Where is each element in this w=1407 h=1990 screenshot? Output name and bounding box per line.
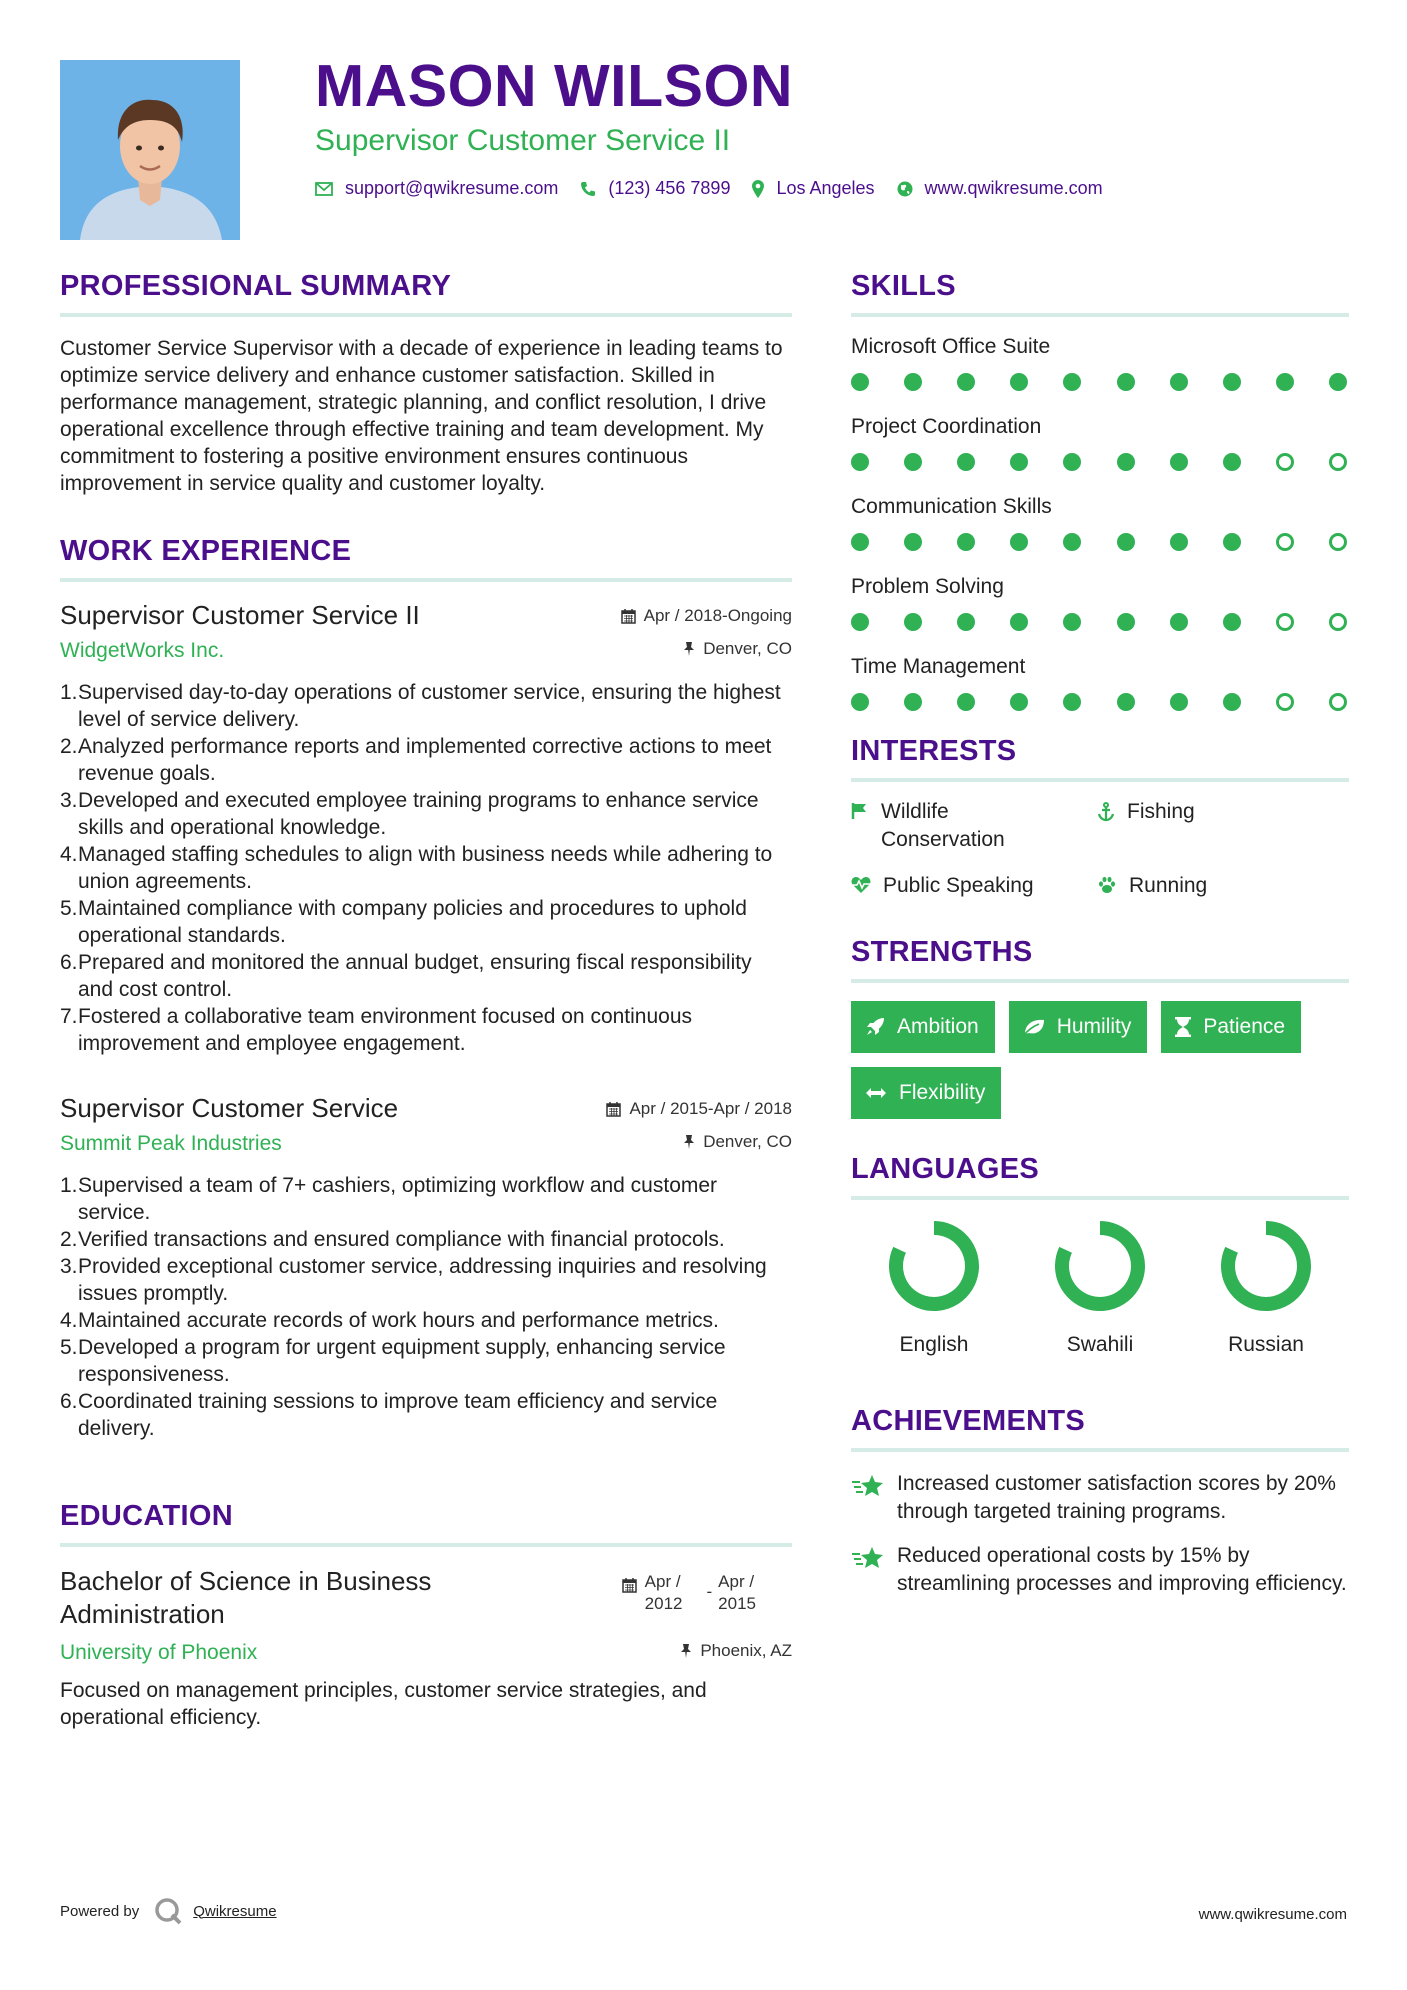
skill-dot-filled bbox=[1117, 533, 1135, 551]
calendar-icon bbox=[606, 1101, 621, 1117]
skill-dot-filled bbox=[1117, 693, 1135, 711]
skill-dot-empty bbox=[1276, 613, 1294, 631]
skill-item: Microsoft Office Suite bbox=[851, 335, 1349, 391]
skill-dot-empty bbox=[1276, 533, 1294, 551]
contact-location bbox=[752, 178, 874, 199]
skill-item: Communication Skills bbox=[851, 495, 1349, 551]
interest-item: Running bbox=[1097, 872, 1343, 900]
skill-dot-filled bbox=[851, 613, 869, 631]
skill-dot-filled bbox=[851, 373, 869, 391]
skill-dot-filled bbox=[957, 453, 975, 471]
interest-item: Wildlife Conservation bbox=[851, 798, 1097, 854]
skill-dot-filled bbox=[904, 533, 922, 551]
arrows-h-icon bbox=[865, 1086, 887, 1100]
skill-dot-filled bbox=[1223, 453, 1241, 471]
job-title: Supervisor Customer Service II bbox=[60, 600, 420, 630]
skill-item: Problem Solving bbox=[851, 575, 1349, 631]
strengths-heading: STRENGTHS bbox=[851, 936, 1349, 983]
school-name: University of Phoenix bbox=[60, 1641, 258, 1664]
list-item: 3. Provided exceptional customer service, addressing inquiries and resolving issues promptly. bbox=[60, 1255, 767, 1305]
skill-dot-filled bbox=[1063, 613, 1081, 631]
skill-dot-filled bbox=[1117, 613, 1135, 631]
skill-dot-filled bbox=[1223, 373, 1241, 391]
list-item: 4. Maintained accurate records of work hours and performance metrics. bbox=[60, 1309, 719, 1332]
strength-tag: Patience bbox=[1161, 1001, 1301, 1053]
pushpin-icon bbox=[680, 1643, 692, 1659]
language-ring bbox=[886, 1218, 982, 1314]
email-text: support@qwikresume.com bbox=[345, 178, 559, 198]
language-ring-arc bbox=[1218, 1218, 1314, 1314]
pushpin-icon bbox=[683, 641, 695, 657]
rocket-icon bbox=[865, 1017, 885, 1037]
skill-dot-filled bbox=[1276, 373, 1294, 391]
skill-dot-filled bbox=[1063, 693, 1081, 711]
skill-dot-filled bbox=[851, 453, 869, 471]
skill-dot-empty bbox=[1329, 533, 1347, 551]
job-location: Denver, CO bbox=[683, 1132, 792, 1152]
skill-dot-filled bbox=[1010, 613, 1028, 631]
map-marker-icon bbox=[752, 180, 764, 198]
right-column bbox=[851, 270, 1349, 1614]
brand-link[interactable]: Qwikresume bbox=[193, 1902, 277, 1920]
skill-dot-filled bbox=[1223, 533, 1241, 551]
languages-heading: LANGUAGES bbox=[851, 1153, 1349, 1200]
language-ring-arc bbox=[1052, 1218, 1148, 1314]
skill-dot-filled bbox=[957, 693, 975, 711]
list-item: 6. Coordinated training sessions to improve team efficiency and service delivery. bbox=[60, 1390, 718, 1440]
skill-dot-filled bbox=[1010, 373, 1028, 391]
education-heading: EDUCATION bbox=[60, 1500, 792, 1547]
hourglass-icon bbox=[1175, 1017, 1191, 1037]
language-item: Russian bbox=[1183, 1218, 1349, 1357]
contact-email[interactable] bbox=[315, 178, 558, 199]
shooting-star-icon bbox=[851, 1546, 885, 1570]
duty-list bbox=[60, 679, 792, 1057]
achievements-heading: ACHIEVEMENTS bbox=[851, 1405, 1349, 1452]
skill-dot-empty bbox=[1276, 453, 1294, 471]
education-entry bbox=[60, 1565, 792, 1631]
list-item: 5. Maintained compliance with company policies and procedures to uphold operational standards. bbox=[60, 897, 747, 947]
phone-icon bbox=[580, 181, 596, 197]
skill-dot-filled bbox=[851, 693, 869, 711]
degree-title: Bachelor of Science in Business Administration bbox=[60, 1566, 432, 1629]
heartbeat-icon bbox=[851, 876, 871, 894]
list-item: 5. Developed a program for urgent equipment supply, enhancing service responsiveness. bbox=[60, 1336, 726, 1386]
skill-dot-filled bbox=[904, 613, 922, 631]
skill-dot-empty bbox=[1276, 693, 1294, 711]
skill-dot-filled bbox=[904, 693, 922, 711]
languages-list bbox=[851, 1218, 1349, 1357]
language-ring-arc bbox=[886, 1218, 982, 1314]
candidate-name: MASON WILSON bbox=[315, 53, 793, 119]
footer-url[interactable]: www.qwikresume.com bbox=[1198, 1906, 1347, 1923]
pushpin-icon bbox=[683, 1134, 695, 1150]
list-item: 2. Verified transactions and ensured compliance with financial protocols. bbox=[60, 1228, 725, 1251]
skill-dot-empty bbox=[1329, 453, 1347, 471]
skills-list bbox=[851, 335, 1349, 711]
skill-dot-filled bbox=[851, 533, 869, 551]
profile-photo bbox=[60, 60, 240, 240]
skill-dot-filled bbox=[1010, 453, 1028, 471]
education-description: Focused on management principles, customer service strategies, and operational efficiency. bbox=[60, 1679, 707, 1729]
skill-dot-empty bbox=[1329, 613, 1347, 631]
anchor-icon bbox=[1097, 802, 1115, 822]
calendar-icon bbox=[621, 608, 636, 624]
job-date: Apr / 2018-Ongoing bbox=[621, 606, 792, 626]
leaf-icon bbox=[1023, 1018, 1045, 1036]
shooting-star-icon bbox=[851, 1474, 885, 1498]
left-column bbox=[60, 270, 792, 1731]
list-item: 1. Supervised day-to-day operations of customer service, ensuring the highest level of service delivery. bbox=[60, 681, 781, 731]
flag-icon bbox=[851, 802, 869, 820]
contact-website[interactable] bbox=[897, 178, 1103, 199]
strength-tag: Ambition bbox=[851, 1001, 995, 1053]
achievement-item: Increased customer satisfaction scores by 20% through targeted training programs. bbox=[851, 1470, 1349, 1526]
list-item: 2. Analyzed performance reports and implemented corrective actions to meet revenue goals. bbox=[60, 735, 772, 785]
skill-item: Time Management bbox=[851, 655, 1349, 711]
skill-dot-filled bbox=[1223, 613, 1241, 631]
duty-list bbox=[60, 1172, 792, 1442]
skill-dot-filled bbox=[1010, 693, 1028, 711]
skill-dot-filled bbox=[957, 373, 975, 391]
job-date: Apr / 2015-Apr / 2018 bbox=[606, 1099, 792, 1119]
experience-heading: WORK EXPERIENCE bbox=[60, 535, 792, 582]
job-location: Denver, CO bbox=[683, 639, 792, 659]
skill-dot-filled bbox=[1223, 693, 1241, 711]
globe-icon bbox=[897, 181, 913, 197]
skill-dot-filled bbox=[904, 453, 922, 471]
skill-dot-filled bbox=[1170, 533, 1188, 551]
achievement-item: Reduced operational costs by 15% by streamlining processes and improving efficiency. bbox=[851, 1542, 1349, 1598]
skill-dot-filled bbox=[1170, 693, 1188, 711]
contact-bar bbox=[315, 178, 1125, 199]
skill-dot-filled bbox=[1170, 453, 1188, 471]
location-text: Los Angeles bbox=[776, 178, 875, 198]
calendar-icon bbox=[622, 1577, 637, 1593]
skill-dot-filled bbox=[904, 373, 922, 391]
skill-dot-filled bbox=[1170, 613, 1188, 631]
website-text: www.qwikresume.com bbox=[924, 178, 1103, 198]
skill-item: Project Coordination bbox=[851, 415, 1349, 471]
skill-dot-filled bbox=[1170, 373, 1188, 391]
qwikresume-logo-icon bbox=[153, 1896, 183, 1926]
paw-icon bbox=[1097, 876, 1117, 894]
company-name: Summit Peak Industries bbox=[60, 1132, 282, 1155]
candidate-role: Supervisor Customer Service II bbox=[315, 124, 731, 157]
phone-text: (123) 456 7899 bbox=[608, 178, 731, 198]
language-ring bbox=[1218, 1218, 1314, 1314]
skill-dot-filled bbox=[1063, 373, 1081, 391]
list-item: 6. Prepared and monitored the annual budget, ensuring fiscal responsibility and cost control. bbox=[60, 951, 752, 1001]
interests-heading: INTERESTS bbox=[851, 735, 1349, 782]
skills-heading: SKILLS bbox=[851, 270, 1349, 317]
envelope-icon bbox=[315, 182, 333, 196]
language-ring bbox=[1052, 1218, 1148, 1314]
summary-heading: PROFESSIONAL SUMMARY bbox=[60, 270, 792, 317]
list-item: 3. Developed and executed employee training programs to enhance service skills and operational knowledge. bbox=[60, 789, 759, 839]
skill-dot-filled bbox=[1063, 533, 1081, 551]
skill-dot-filled bbox=[957, 533, 975, 551]
job-entry bbox=[60, 600, 792, 1057]
list-item: 1. Supervised a team of 7+ cashiers, optimizing workflow and customer service. bbox=[60, 1174, 718, 1224]
list-item: 7. Fostered a collaborative team environment focused on continuous improvement and employee engagement. bbox=[60, 1005, 693, 1055]
skill-dot-filled bbox=[1063, 453, 1081, 471]
skill-dot-filled bbox=[1117, 373, 1135, 391]
footer-powered-by: Powered by Qwikresume bbox=[60, 1896, 277, 1926]
job-title: Supervisor Customer Service bbox=[60, 1093, 399, 1123]
interest-item: Public Speaking bbox=[851, 872, 1097, 900]
achievements-list bbox=[851, 1470, 1349, 1598]
strength-tag: Humility bbox=[1009, 1001, 1148, 1053]
company-name: WidgetWorks Inc. bbox=[60, 639, 225, 662]
language-item: English bbox=[851, 1218, 1017, 1357]
person-portrait-icon bbox=[60, 60, 240, 240]
school-location: Phoenix, AZ bbox=[680, 1641, 792, 1661]
education-dates: Apr / 2012 - Apr / 2015 bbox=[622, 1571, 756, 1631]
language-item: Swahili bbox=[1017, 1218, 1183, 1357]
interest-item: Fishing bbox=[1097, 798, 1343, 854]
job-entry bbox=[60, 1093, 792, 1442]
skill-dot-filled bbox=[1117, 453, 1135, 471]
strengths-list bbox=[851, 1001, 1349, 1119]
summary-text: Customer Service Supervisor with a decade of experience in leading teams to optimize service delivery and enhance customer satisfaction. Skilled in performance management, strategic planning, and conflict resolution, I drive operational excellence through effective training and team development. My commitment to fostering a positive environment ensures continuous improvement in service quality and customer loyalty. bbox=[60, 337, 783, 495]
strength-tag: Flexibility bbox=[851, 1067, 1001, 1119]
interests-list bbox=[851, 798, 1349, 900]
skill-dot-empty bbox=[1329, 693, 1347, 711]
contact-phone[interactable] bbox=[580, 178, 730, 199]
skill-dot-filled bbox=[1010, 533, 1028, 551]
skill-dot-filled bbox=[957, 613, 975, 631]
skill-dot-filled bbox=[1329, 373, 1347, 391]
list-item: 4. Managed staffing schedules to align with business needs while adhering to union agreements. bbox=[60, 843, 773, 893]
